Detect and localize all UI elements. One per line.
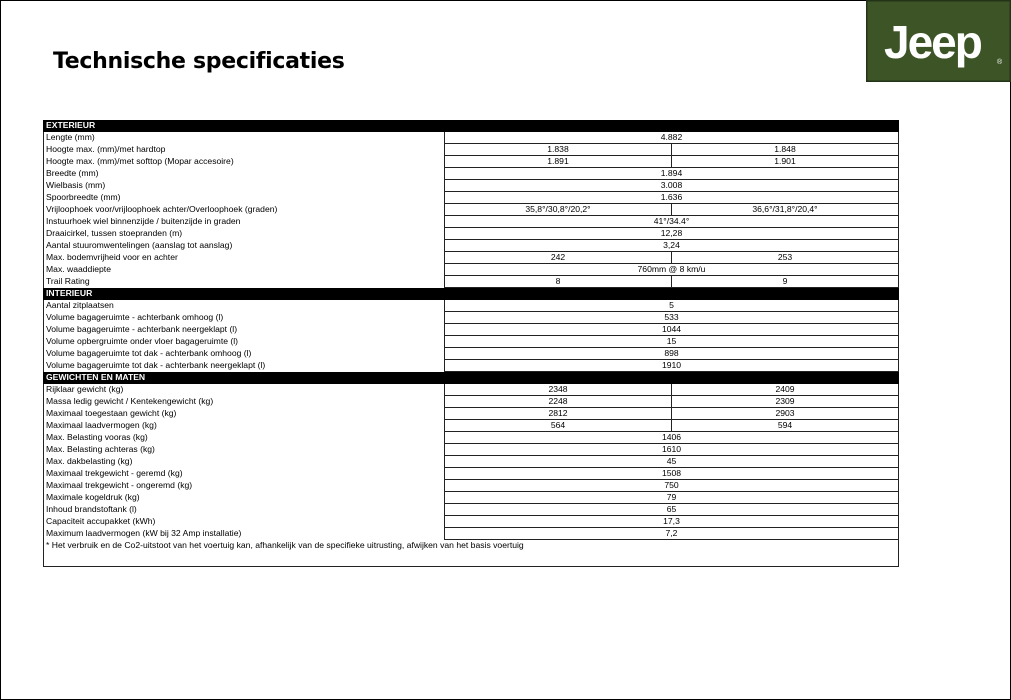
spec-row [44,192,899,204]
spec-label: Maximaal laadvermogen (kg) [44,420,445,432]
spec-row [44,132,899,144]
spec-label: Volume opbergruimte onder vloer bagageruimte (l) [44,336,445,348]
spec-label: Breedte (mm) [44,168,445,180]
spec-row [44,516,899,528]
spec-label: Hoogte max. (mm)/met softtop (Mopar accesoire) [44,156,445,168]
spec-value: 253 [672,252,899,264]
spec-value: 1.901 [672,156,899,168]
spec-value: 1.894 [445,168,899,180]
spec-label: Maximaal trekgewicht - geremd (kg) [44,468,445,480]
spec-row [44,384,899,396]
spec-value: 12,28 [445,228,899,240]
footnote-row [44,540,899,567]
spec-value: 594 [672,420,899,432]
spec-row [44,408,899,420]
jeep-logo [866,0,1011,82]
spec-value: 2309 [672,396,899,408]
spec-label: Trail Rating [44,276,445,288]
spec-row [44,396,899,408]
spec-label: Max. bodemvrijheid voor en achter [44,252,445,264]
spec-value: 35,8°/30,8°/20,2° [445,204,672,216]
spec-value: 36,6°/31,8°/20,4° [672,204,899,216]
spec-label: Maximale kogeldruk (kg) [44,492,445,504]
spec-value: 7,2 [445,528,899,540]
spec-row [44,180,899,192]
spec-row [44,528,899,540]
spec-value: 1610 [445,444,899,456]
spec-label: Massa ledig gewicht / Kentekengewicht (kg) [44,396,445,408]
spec-row [44,360,899,372]
spec-label: Vrijloophoek voor/vrijloophoek achter/Overloophoek (graden) [44,204,445,216]
spec-value: 4.882 [445,132,899,144]
footnote: * Het verbruik en de Co2-uitstoot van het voertuig kan, afhankelijk van de specifieke uitrusting, afwijken van het basis voertuig [44,540,899,567]
spec-value: 8 [445,276,672,288]
spec-row [44,300,899,312]
spec-row [44,468,899,480]
spec-row [44,156,899,168]
spec-value: 533 [445,312,899,324]
spec-value: 65 [445,504,899,516]
spec-value: 2812 [445,408,672,420]
spec-label: Maximum laadvermogen (kW bij 32 Amp installatie) [44,528,445,540]
spec-value: 2903 [672,408,899,420]
section-header [44,120,899,132]
spec-table [43,120,899,567]
spec-value: 45 [445,456,899,468]
spec-row [44,492,899,504]
spec-value: 564 [445,420,672,432]
spec-value: 9 [672,276,899,288]
spec-row [44,480,899,492]
spec-value: 2409 [672,384,899,396]
spec-row [44,228,899,240]
spec-row [44,276,899,288]
spec-value: 1910 [445,360,899,372]
spec-label: Max. Belasting achteras (kg) [44,444,445,456]
spec-value: 1.838 [445,144,672,156]
section-title: INTERIEUR [44,288,445,300]
spec-row [44,252,899,264]
section-title: GEWICHTEN EN MATEN [44,372,445,384]
spec-row [44,504,899,516]
spec-row [44,216,899,228]
spec-row [44,204,899,216]
spec-value: 15 [445,336,899,348]
spec-value: 2248 [445,396,672,408]
spec-label: Aantal zitplaatsen [44,300,445,312]
spec-label: Max. Belasting vooras (kg) [44,432,445,444]
section-header-fill [445,372,899,384]
spec-row [44,420,899,432]
spec-value: 1.891 [445,156,672,168]
spec-value: 1508 [445,468,899,480]
spec-label: Wielbasis (mm) [44,180,445,192]
spec-value: 3,24 [445,240,899,252]
spec-label: Spoorbreedte (mm) [44,192,445,204]
spec-value: 898 [445,348,899,360]
spec-label: Draaicirkel, tussen stoepranden (m) [44,228,445,240]
spec-value: 2348 [445,384,672,396]
spec-value: 1406 [445,432,899,444]
spec-label: Volume bagageruimte tot dak - achterbank omhoog (l) [44,348,445,360]
spec-row [44,444,899,456]
spec-label: Volume bagageruimte - achterbank neergeklapt (l) [44,324,445,336]
spec-row [44,312,899,324]
spec-label: Rijklaar gewicht (kg) [44,384,445,396]
spec-value: 3.008 [445,180,899,192]
section-header [44,288,899,300]
section-header-fill [445,288,899,300]
spec-row [44,336,899,348]
spec-label: Maximaal toegestaan gewicht (kg) [44,408,445,420]
spec-value: 41°/34.4° [445,216,899,228]
spec-row [44,144,899,156]
section-title: EXTERIEUR [44,120,445,132]
spec-label: Inhoud brandstoftank (l) [44,504,445,516]
spec-label: Lengte (mm) [44,132,445,144]
spec-row [44,324,899,336]
spec-value: 1.848 [672,144,899,156]
spec-label: Volume bagageruimte tot dak - achterbank neergeklapt (l) [44,360,445,372]
logo-text: Jeep [884,16,981,68]
svg-text:®: ® [997,59,1003,66]
spec-row [44,456,899,468]
spec-value: 5 [445,300,899,312]
spec-value: 750 [445,480,899,492]
spec-value: 79 [445,492,899,504]
spec-row [44,264,899,276]
spec-value: 17,3 [445,516,899,528]
spec-row [44,240,899,252]
spec-label: Hoogte max. (mm)/met hardtop [44,144,445,156]
spec-value: 760mm @ 8 km/u [445,264,899,276]
spec-row [44,348,899,360]
section-header-fill [445,120,899,132]
spec-label: Capaciteit accupakket (kWh) [44,516,445,528]
section-header [44,372,899,384]
spec-row [44,432,899,444]
spec-value: 242 [445,252,672,264]
page-title: Technische specificaties [53,49,345,74]
spec-row [44,168,899,180]
spec-label: Volume bagageruimte - achterbank omhoog (l) [44,312,445,324]
spec-label: Aantal stuuromwentelingen (aanslag tot aanslag) [44,240,445,252]
spec-value: 1044 [445,324,899,336]
spec-value: 1.636 [445,192,899,204]
spec-label: Max. dakbelasting (kg) [44,456,445,468]
spec-label: Maximaal trekgewicht - ongeremd (kg) [44,480,445,492]
spec-label: Instuurhoek wiel binnenzijde / buitenzijde in graden [44,216,445,228]
spec-label: Max. waaddiepte [44,264,445,276]
